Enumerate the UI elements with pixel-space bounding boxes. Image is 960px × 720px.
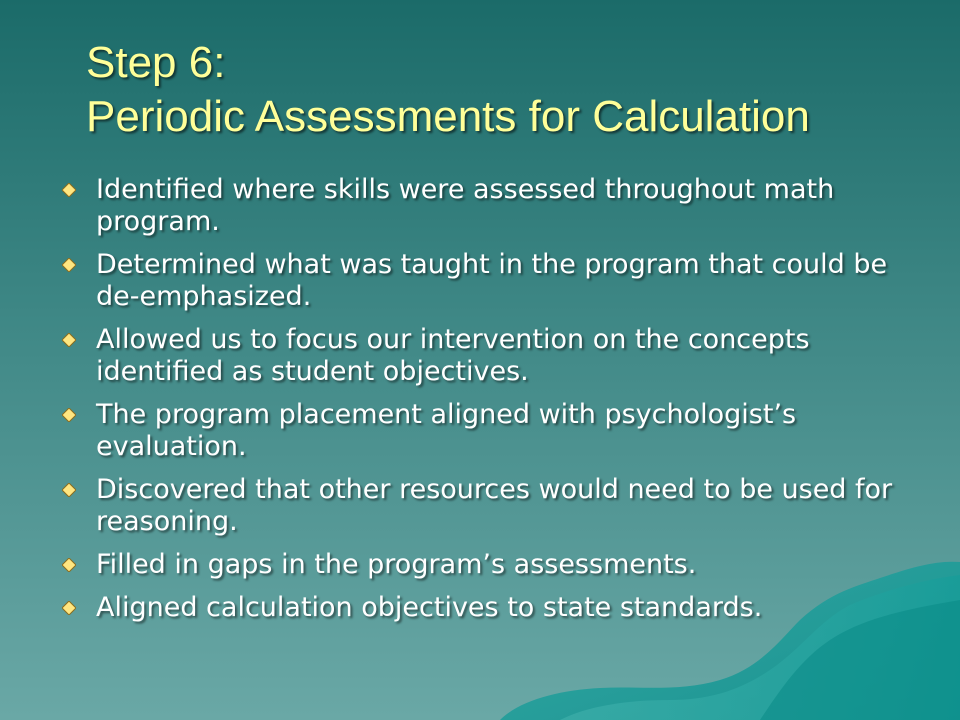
bullet-text: Identified where skills were assessed throughout math program. <box>96 174 835 237</box>
bullet-text: Filled in gaps in the program’s assessments. <box>96 549 697 580</box>
bullet-item <box>58 324 918 388</box>
bullet-item <box>58 249 918 313</box>
bullet-text: Determined what was taught in the program that could be de-emphasized. <box>96 249 888 312</box>
diamond-bullet-icon <box>62 558 76 572</box>
slide-title <box>86 36 926 144</box>
bullet-text: Allowed us to focus our intervention on the concepts identified as student objectives. <box>96 324 810 387</box>
bullet-item <box>58 592 918 624</box>
diamond-bullet-icon <box>62 408 76 422</box>
diamond-bullet-icon <box>62 258 76 272</box>
bullet-text: Aligned calculation objectives to state standards. <box>96 592 763 623</box>
diamond-bullet-icon <box>62 333 76 347</box>
slide-title-line-1: Step 6: <box>86 38 226 87</box>
diamond-bullet-icon <box>62 483 76 497</box>
bullet-list <box>58 174 918 635</box>
diamond-bullet-icon <box>62 183 76 197</box>
bullet-item <box>58 174 918 238</box>
bullet-item <box>58 474 918 538</box>
slide-title-line-2: Periodic Assessments for Calculation <box>86 92 810 141</box>
bullet-item <box>58 549 918 581</box>
bullet-text: The program placement aligned with psychologist’s evaluation. <box>96 399 797 462</box>
bullet-text: Discovered that other resources would need to be used for reasoning. <box>96 474 893 537</box>
diamond-bullet-icon <box>62 601 76 615</box>
bullet-item <box>58 399 918 463</box>
